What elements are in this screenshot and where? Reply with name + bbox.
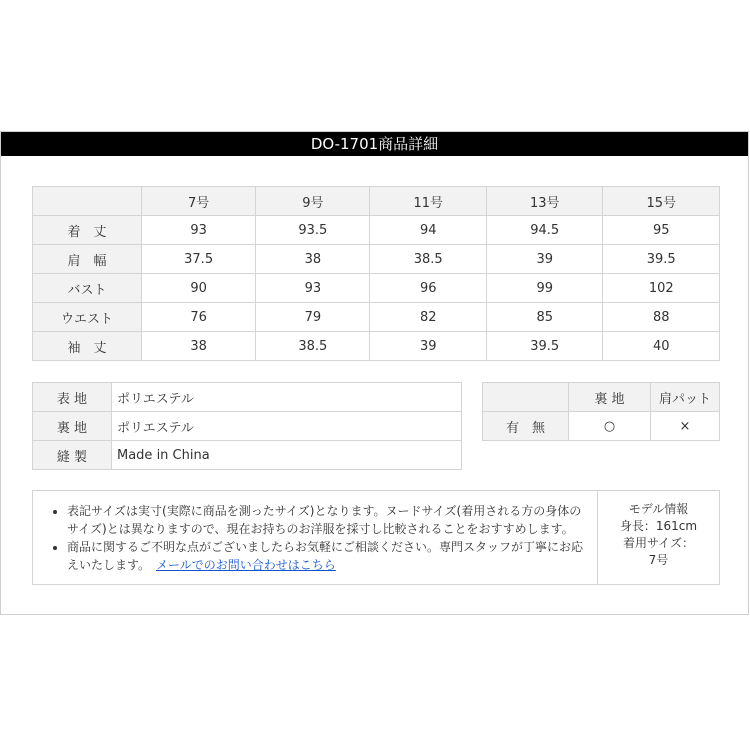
list-item bbox=[67, 502, 589, 538]
material-value: ポリエステル bbox=[112, 383, 462, 412]
measurement-label: 袖 丈 bbox=[33, 332, 142, 361]
product-detail-title: DO-1701商品詳細 bbox=[1, 132, 748, 156]
model-info bbox=[598, 491, 719, 584]
options-table bbox=[482, 382, 720, 441]
material-table bbox=[32, 382, 462, 470]
option-header-lining: 裏 地 bbox=[569, 383, 651, 412]
size-column-header: 7号 bbox=[142, 187, 256, 216]
note-text: 表記サイズは実寸(実際に商品を測ったサイズ)となります。ヌードサイズ(着用される方の身体のサイズ)とは異なりますので、現在お持ちのお洋服を採寸し比較されることをおすすめします。 bbox=[67, 504, 582, 536]
options-header-row bbox=[483, 383, 720, 412]
table-row bbox=[33, 216, 720, 245]
table-row bbox=[33, 274, 720, 303]
table-row bbox=[483, 412, 720, 441]
table-row bbox=[33, 303, 720, 332]
model-info-title: モデル情報 bbox=[628, 501, 689, 516]
table-row bbox=[33, 332, 720, 361]
measurement-value: 85 bbox=[486, 303, 603, 332]
option-value-lining: ○ bbox=[569, 412, 651, 441]
measurement-value: 39.5 bbox=[603, 245, 720, 274]
material-label: 縫 製 bbox=[33, 441, 112, 470]
contact-email-link[interactable]: メールでのお問い合わせはこちら bbox=[156, 558, 336, 572]
measurement-value: 38.5 bbox=[256, 332, 370, 361]
notes-list bbox=[51, 502, 589, 574]
material-value: Made in China bbox=[112, 441, 462, 470]
model-size-value: 7号 bbox=[648, 552, 669, 567]
measurement-value: 93 bbox=[142, 216, 256, 245]
size-column-header: 13号 bbox=[486, 187, 603, 216]
measurement-value: 94 bbox=[370, 216, 487, 245]
measurement-value: 102 bbox=[603, 274, 720, 303]
material-label: 表 地 bbox=[33, 383, 112, 412]
measurement-value: 38.5 bbox=[370, 245, 487, 274]
note-text: 商品に関するご不明な点がございましたらお気軽にご相談ください。専門スタッフが丁寧にお応えいたします。 bbox=[67, 540, 584, 572]
table-row bbox=[33, 383, 462, 412]
size-table-corner bbox=[33, 187, 142, 216]
notes-box bbox=[32, 490, 720, 585]
size-table bbox=[32, 186, 720, 361]
size-table-header-row bbox=[33, 187, 720, 216]
model-height: 身長：161cm bbox=[619, 518, 698, 533]
measurement-value: 39 bbox=[370, 332, 487, 361]
measurement-value: 88 bbox=[603, 303, 720, 332]
model-size-label: 着用サイズ： bbox=[622, 535, 695, 550]
table-row bbox=[33, 245, 720, 274]
measurement-value: 76 bbox=[142, 303, 256, 332]
measurement-label: 肩 幅 bbox=[33, 245, 142, 274]
measurement-label: バスト bbox=[33, 274, 142, 303]
measurement-value: 39 bbox=[486, 245, 603, 274]
size-column-header: 9号 bbox=[256, 187, 370, 216]
product-detail-panel bbox=[0, 131, 749, 615]
notes-list-container bbox=[33, 491, 598, 584]
measurement-value: 90 bbox=[142, 274, 256, 303]
measurement-value: 94.5 bbox=[486, 216, 603, 245]
measurement-value: 40 bbox=[603, 332, 720, 361]
measurement-value: 38 bbox=[142, 332, 256, 361]
measurement-label: ウエスト bbox=[33, 303, 142, 332]
material-value: ポリエステル bbox=[112, 412, 462, 441]
measurement-value: 39.5 bbox=[486, 332, 603, 361]
measurement-value: 38 bbox=[256, 245, 370, 274]
measurement-value: 79 bbox=[256, 303, 370, 332]
table-row bbox=[33, 412, 462, 441]
option-header-shoulder-pad: 肩パット bbox=[651, 383, 720, 412]
measurement-label: 着 丈 bbox=[33, 216, 142, 245]
measurement-value: 82 bbox=[370, 303, 487, 332]
list-item bbox=[67, 538, 589, 574]
measurement-value: 37.5 bbox=[142, 245, 256, 274]
size-column-header: 15号 bbox=[603, 187, 720, 216]
measurement-value: 95 bbox=[603, 216, 720, 245]
measurement-value: 96 bbox=[370, 274, 487, 303]
option-row-label: 有 無 bbox=[483, 412, 569, 441]
options-corner bbox=[483, 383, 569, 412]
option-value-shoulder-pad: × bbox=[651, 412, 720, 441]
measurement-value: 99 bbox=[486, 274, 603, 303]
table-row bbox=[33, 441, 462, 470]
measurement-value: 93.5 bbox=[256, 216, 370, 245]
material-label: 裏 地 bbox=[33, 412, 112, 441]
measurement-value: 93 bbox=[256, 274, 370, 303]
size-column-header: 11号 bbox=[370, 187, 487, 216]
